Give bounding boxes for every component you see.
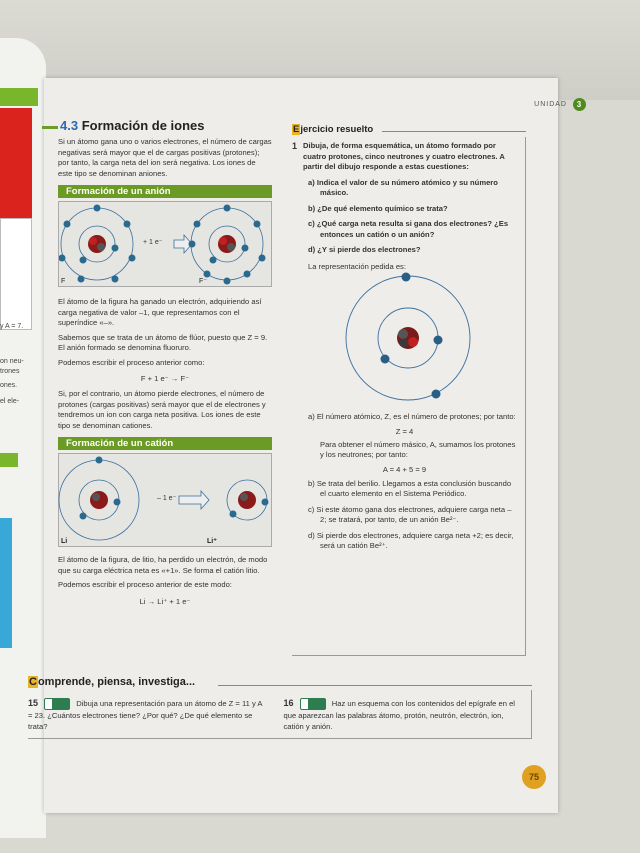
- anion-figure: [58, 201, 272, 287]
- exercise-box: [292, 137, 526, 656]
- gain-electron-label: + 1 e⁻: [143, 239, 163, 246]
- activity-text: Haz un esquema con los contenidos del epígrafe en el que aparezcan las palabras átomo, protón, neutrón, electrón, ion, catión y anión.: [283, 699, 515, 731]
- practice-box: [28, 690, 532, 739]
- lithium-ion-label: Li⁺: [207, 538, 217, 545]
- schema-activity-icon: [300, 698, 326, 710]
- exercise-number: 1: [292, 141, 298, 151]
- solved-exercise: [292, 124, 526, 656]
- beryllium-atom-diagram: [292, 272, 512, 402]
- prev-page-snippet: trones: [0, 368, 20, 375]
- section-heading: [60, 118, 272, 133]
- practice-section: [28, 676, 532, 739]
- cation-band-heading: Formación de un catión: [58, 437, 272, 450]
- prev-page-snippet: el ele-: [0, 398, 20, 405]
- prev-page-snippet: y A = 7.: [0, 323, 24, 330]
- prev-page-snippet: on neu-: [0, 358, 24, 365]
- prev-page-green-band: [0, 453, 18, 467]
- fluorine-paragraph: Sabemos que se trata de un átomo de flúor, puesto que Z = 9. El anión formado se denomina fluoruro.: [58, 332, 268, 352]
- question-item-a: a) Indica el valor de su número atómico y su número másico.: [308, 177, 498, 197]
- answer-d: d) Si pierde dos electrones, adquiere carga neta +2; es decir, será un catión Be²⁺.: [308, 530, 514, 550]
- lithium-atom-diagram: [39, 454, 271, 546]
- answer-c: c) Si este átomo gana dos electrones, adquiere carga neta –2; se tratará, por tanto, de un anión Be²⁻.: [308, 504, 512, 524]
- fluoride-label: F⁻: [199, 278, 207, 285]
- anion-explanation: El átomo de la figura ha ganado un electrón, adquiriendo así carga negativa de valor –1, que representamos con el superíndice «–».: [58, 297, 262, 327]
- unit-label: UNIDAD: [534, 101, 567, 108]
- section-bar-decoration: [42, 126, 58, 129]
- activity-15: [28, 698, 268, 732]
- process-intro: Podemos escribir el proceso anterior como:: [58, 357, 205, 367]
- prev-page-blue-band: [0, 518, 12, 648]
- intro-paragraph: Si un átomo gana uno o varios electrones, el número de cargas negativas será mayor que el de cargas positivas (protones); por tanto, la carga neta del ion será negativa. Los iones de este tipo se denominan aniones.: [58, 137, 272, 178]
- answer-a-equation-z: Z = 4: [395, 426, 414, 436]
- prev-page-atom-figure: [0, 218, 32, 330]
- beryllium-atom-icon: [346, 273, 470, 401]
- cation-figure: [58, 453, 272, 547]
- activity-number: 16: [283, 698, 294, 708]
- unit-number-badge: 3: [573, 98, 586, 111]
- fluorine-label: F: [61, 278, 66, 285]
- prev-page-snippet: ones.: [0, 382, 18, 389]
- left-column: [58, 118, 272, 612]
- question-item-d: d) ¿Y si pierde dos electrones?: [308, 245, 421, 254]
- lithium-label: Li: [61, 538, 68, 545]
- fluorine-atom-diagram: [59, 202, 271, 286]
- answer-a-equation-a: A = 4 + 5 = 9: [382, 464, 427, 474]
- cation-intro-paragraph: Si, por el contrario, un átomo pierde electrones, el número de protones (cargas positivas) será mayor que el de electrones y tendremos un ion con carga neta positiva. Los iones de este tipo se denominan cationes.: [58, 389, 266, 430]
- unit-header: [534, 98, 586, 111]
- heading-rule: [382, 131, 526, 132]
- activity-text: Dibuja una representación para un átomo de Z = 11 y A = 23. ¿Cuántos electrones tiene? ¿Por qué? ¿De qué elemento se trata?: [28, 699, 263, 731]
- cation-equation: Li → Li⁺ + 1 e⁻: [139, 596, 191, 606]
- lithium-ion-icon: [227, 480, 269, 520]
- anion-equation: F + 1 e⁻ → F⁻: [140, 374, 190, 383]
- arrow-right-icon: [179, 491, 209, 509]
- answer-b: b) Se trata del berilio. Llegamos a esta conclusión buscando el cuarto elemento en el Sistema Periódico.: [308, 478, 512, 498]
- representation-label: La representación pedida es:: [308, 261, 406, 271]
- cation-process-intro: Podemos escribir el proceso anterior de este modo:: [58, 580, 232, 589]
- practice-initial: C: [29, 676, 37, 688]
- answer-a: a) El número atómico, Z, es el número de protones; por tanto:: [308, 412, 516, 421]
- activity-number: 15: [28, 698, 39, 708]
- fluoride-ion-icon: [189, 205, 266, 285]
- section-title: Formación de iones: [81, 118, 205, 133]
- practice-title: omprende, piensa, investiga...: [37, 676, 196, 688]
- fluorine-atom-icon: [59, 205, 136, 283]
- drawing-activity-icon: [44, 698, 70, 710]
- lose-electron-label: – 1 e⁻: [157, 495, 177, 502]
- answer-a-mass-number: Para obtener el número másico, A, sumamos los protones y los neutrones; por tanto:: [320, 439, 516, 459]
- heading-rule: [218, 685, 532, 686]
- section-number: 4.3: [60, 118, 79, 133]
- question-item-c: c) ¿Qué carga neta resulta si gana dos electrones? ¿Es entonces un catión o un anión?: [308, 219, 509, 239]
- exercise-title: jercicio resuelto: [300, 124, 374, 135]
- lithium-atom-icon: [59, 457, 139, 541]
- exercise-initial: E: [293, 124, 300, 135]
- exercise-question-text: Dibuja, de forma esquemática, un átomo formado por cuatro protones, cinco neutrones y cuatro electrones. A partir del dibujo responde a estas cuestiones:: [303, 141, 505, 171]
- exercise-heading: [292, 124, 526, 135]
- activity-16: [284, 698, 524, 732]
- anion-band-heading: Formación de un anión: [58, 185, 272, 198]
- exercise-question: [292, 141, 517, 173]
- practice-heading: [28, 676, 532, 688]
- cation-explanation: El átomo de la figura, de litio, ha perdido un electrón, de modo que su carga eléctrica neta es «+1». Se forma el catión litio.: [58, 555, 268, 575]
- page-number-badge: 75: [522, 765, 546, 789]
- question-item-b: b) ¿De qué elemento químico se trata?: [308, 203, 448, 213]
- prev-page-green-tab: [0, 88, 38, 106]
